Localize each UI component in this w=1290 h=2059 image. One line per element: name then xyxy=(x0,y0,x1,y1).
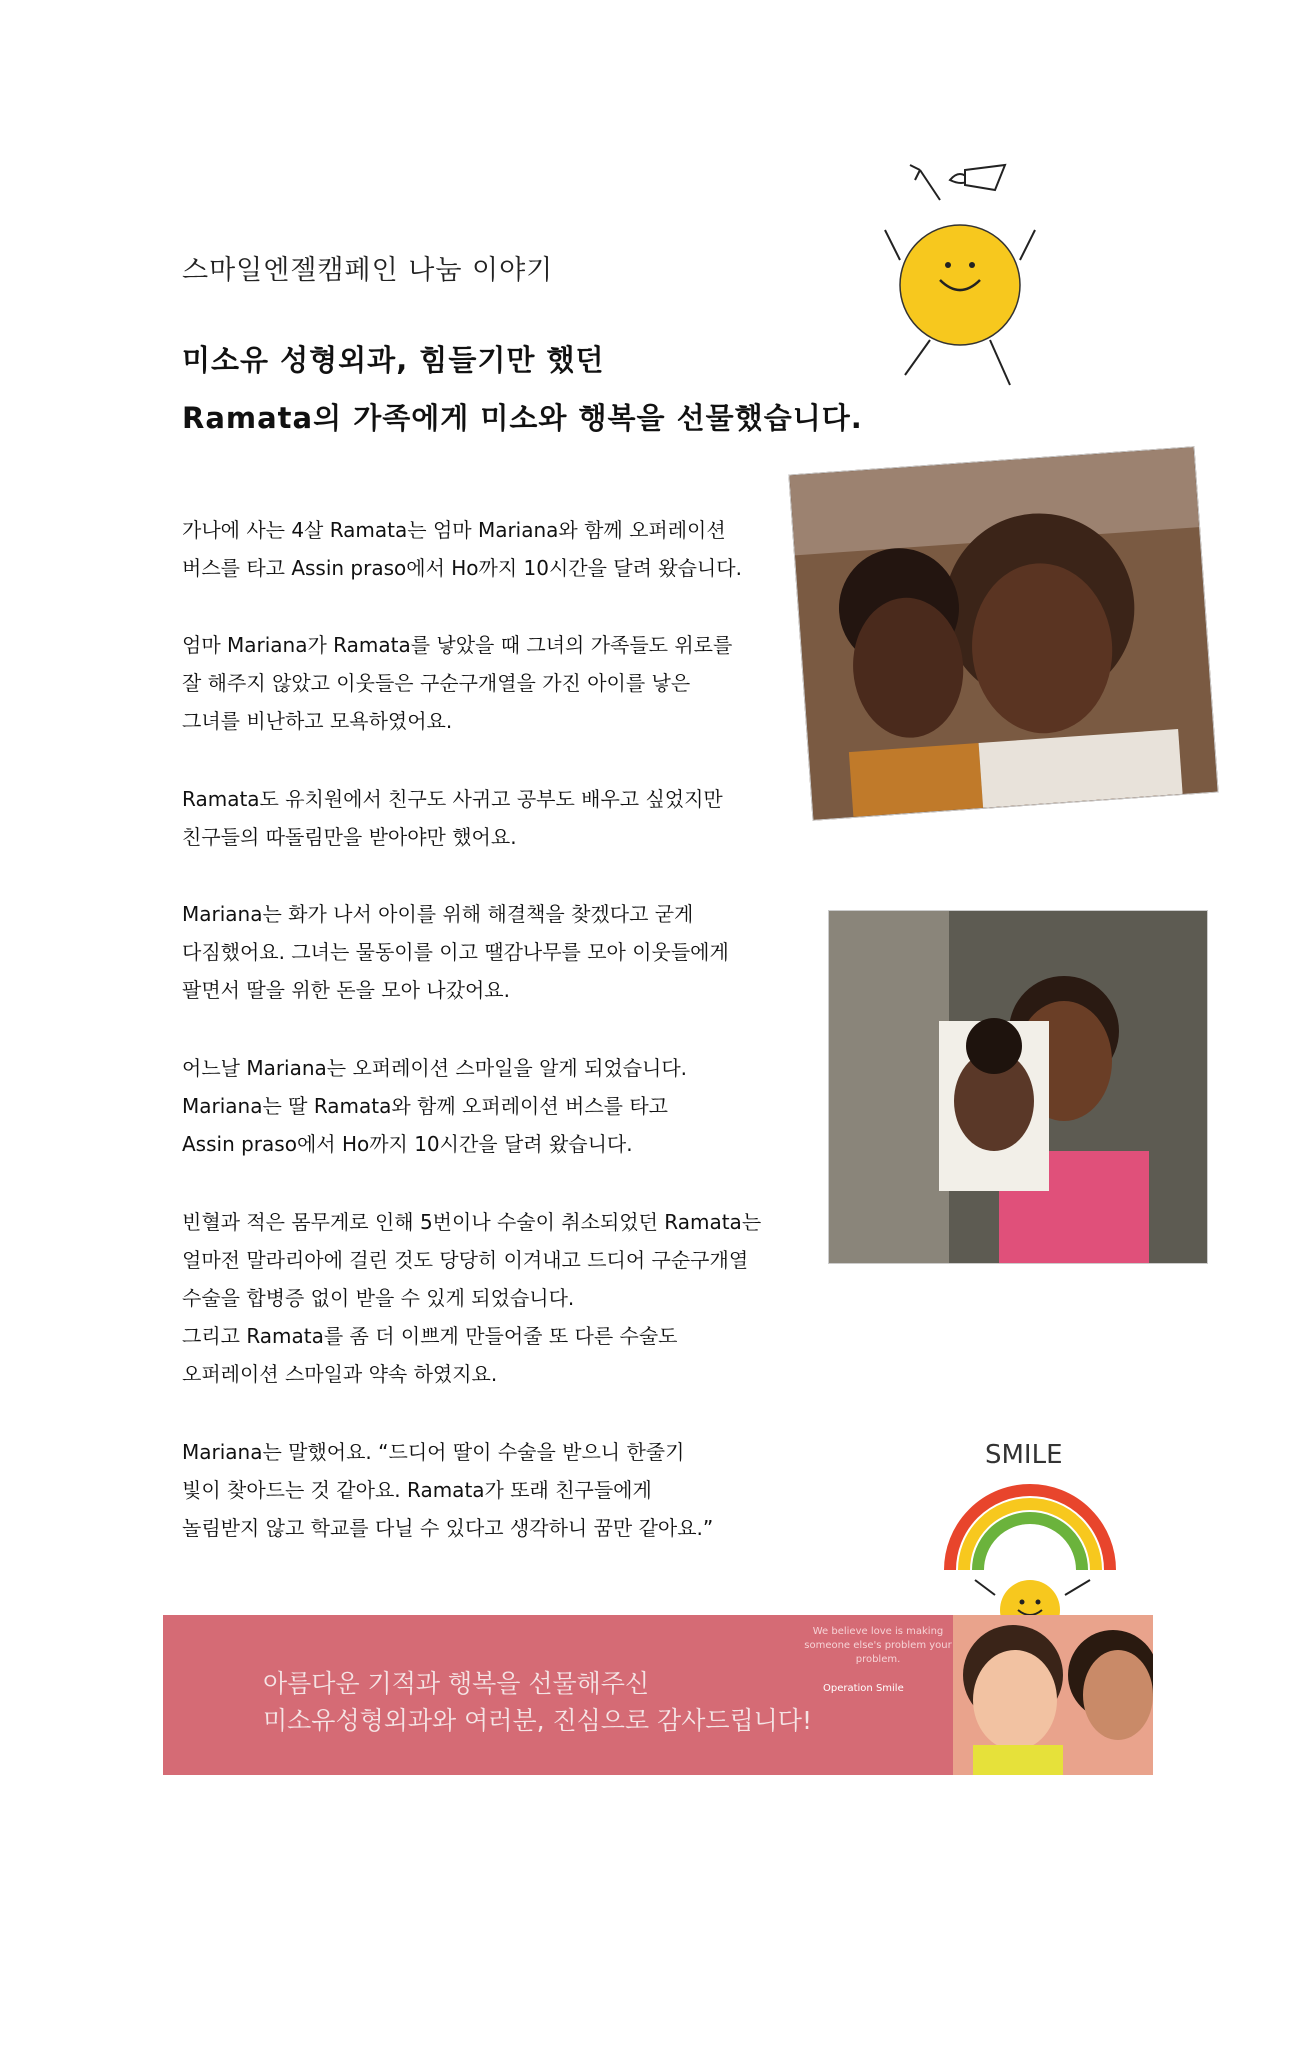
headline-line-2: Ramata의 가족에게 미소와 행복을 선물했습니다. xyxy=(182,401,863,435)
story-line: Mariana는 화가 나서 아이를 위해 해결책을 찾겠다고 굳게 xyxy=(182,902,694,926)
headline-line-1: 미소유 성형외과, 힘들기만 했던 xyxy=(182,343,605,377)
story-line: 오퍼레이션 스마일과 약속 하였지요. xyxy=(182,1362,498,1386)
thank-you-banner xyxy=(163,1615,1153,1775)
story-paragraph-4 xyxy=(182,895,782,1009)
story-line: 어느날 Mariana는 오퍼레이션 스마일을 알게 되었습니다. xyxy=(182,1056,688,1080)
banner-line-1: 아름다운 기적과 행복을 선물해주신 xyxy=(263,1669,650,1698)
story-paragraph-2 xyxy=(182,626,782,740)
story-paragraph-1 xyxy=(182,511,782,587)
story-line: Assin praso에서 Ho까지 10시간을 달려 왔습니다. xyxy=(182,1132,633,1156)
story-line: Mariana는 말했어요. “드디어 딸이 수술을 받으니 한줄기 xyxy=(182,1440,685,1464)
rainbow-smile-icon xyxy=(940,1440,1120,1620)
story-line: 빛이 찾아드는 것 같아요. Ramata가 또래 친구들에게 xyxy=(182,1478,652,1502)
girl-holding-photo xyxy=(828,910,1208,1264)
smile-label: SMILE xyxy=(985,1440,1063,1470)
story-line: Mariana는 딸 Ramata와 함께 오퍼레이션 버스를 타고 xyxy=(182,1094,668,1118)
sun-mascot-icon xyxy=(880,160,1040,400)
operation-smile-logo: Operation Smile xyxy=(823,1683,904,1694)
story-line: 다짐했어요. 그녀는 물동이를 이고 땔감나무를 모아 이웃들에게 xyxy=(182,940,729,964)
banner-message xyxy=(263,1665,812,1739)
story-line: 그리고 Ramata를 좀 더 이쁘게 만들어줄 또 다른 수술도 xyxy=(182,1324,678,1348)
story-line: 엄마 Mariana가 Ramata를 낳았을 때 그녀의 가족들도 위로를 xyxy=(182,633,733,657)
story-line: 팔면서 딸을 위한 돈을 모아 나갔어요. xyxy=(182,978,510,1002)
story-paragraph-3 xyxy=(182,780,782,856)
story-paragraph-7 xyxy=(182,1433,782,1547)
story-paragraph-5 xyxy=(182,1049,782,1163)
banner-photo xyxy=(953,1615,1153,1775)
story-line: 잘 해주지 않았고 이웃들은 구순구개열을 가진 아이를 낳은 xyxy=(182,671,691,695)
story-line: 수술을 합병증 없이 받을 수 있게 되었습니다. xyxy=(182,1286,575,1310)
story-line: Ramata도 유치원에서 친구도 사귀고 공부도 배우고 싶었지만 xyxy=(182,787,723,811)
story-paragraph-6 xyxy=(182,1203,782,1393)
story-line: 그녀를 비난하고 모욕하였어요. xyxy=(182,709,453,733)
story-line: 가나에 사는 4살 Ramata는 엄마 Mariana와 함께 오퍼레이션 xyxy=(182,518,726,542)
campaign-label: 스마일엔젤캠페인 나눔 이야기 xyxy=(182,255,554,286)
mother-child-photo xyxy=(788,446,1218,821)
story-line: 빈혈과 적은 몸무게로 인해 5번이나 수술이 취소되었던 Ramata는 xyxy=(182,1210,762,1234)
story-line: 친구들의 따돌림만을 받아야만 했어요. xyxy=(182,825,517,849)
story-line: 얼마전 말라리아에 걸린 것도 당당히 이겨내고 드디어 구순구개열 xyxy=(182,1248,749,1272)
story-line: 버스를 타고 Assin praso에서 Ho까지 10시간을 달려 왔습니다. xyxy=(182,556,742,580)
banner-tagline: We believe love is making someone else's problem your problem. xyxy=(804,1626,952,1665)
banner-line-2: 미소유성형외과와 여러분, 진심으로 감사드립니다! xyxy=(263,1706,812,1735)
story-line: 놀림받지 않고 학교를 다닐 수 있다고 생각하니 꿈만 같아요.” xyxy=(182,1516,714,1540)
